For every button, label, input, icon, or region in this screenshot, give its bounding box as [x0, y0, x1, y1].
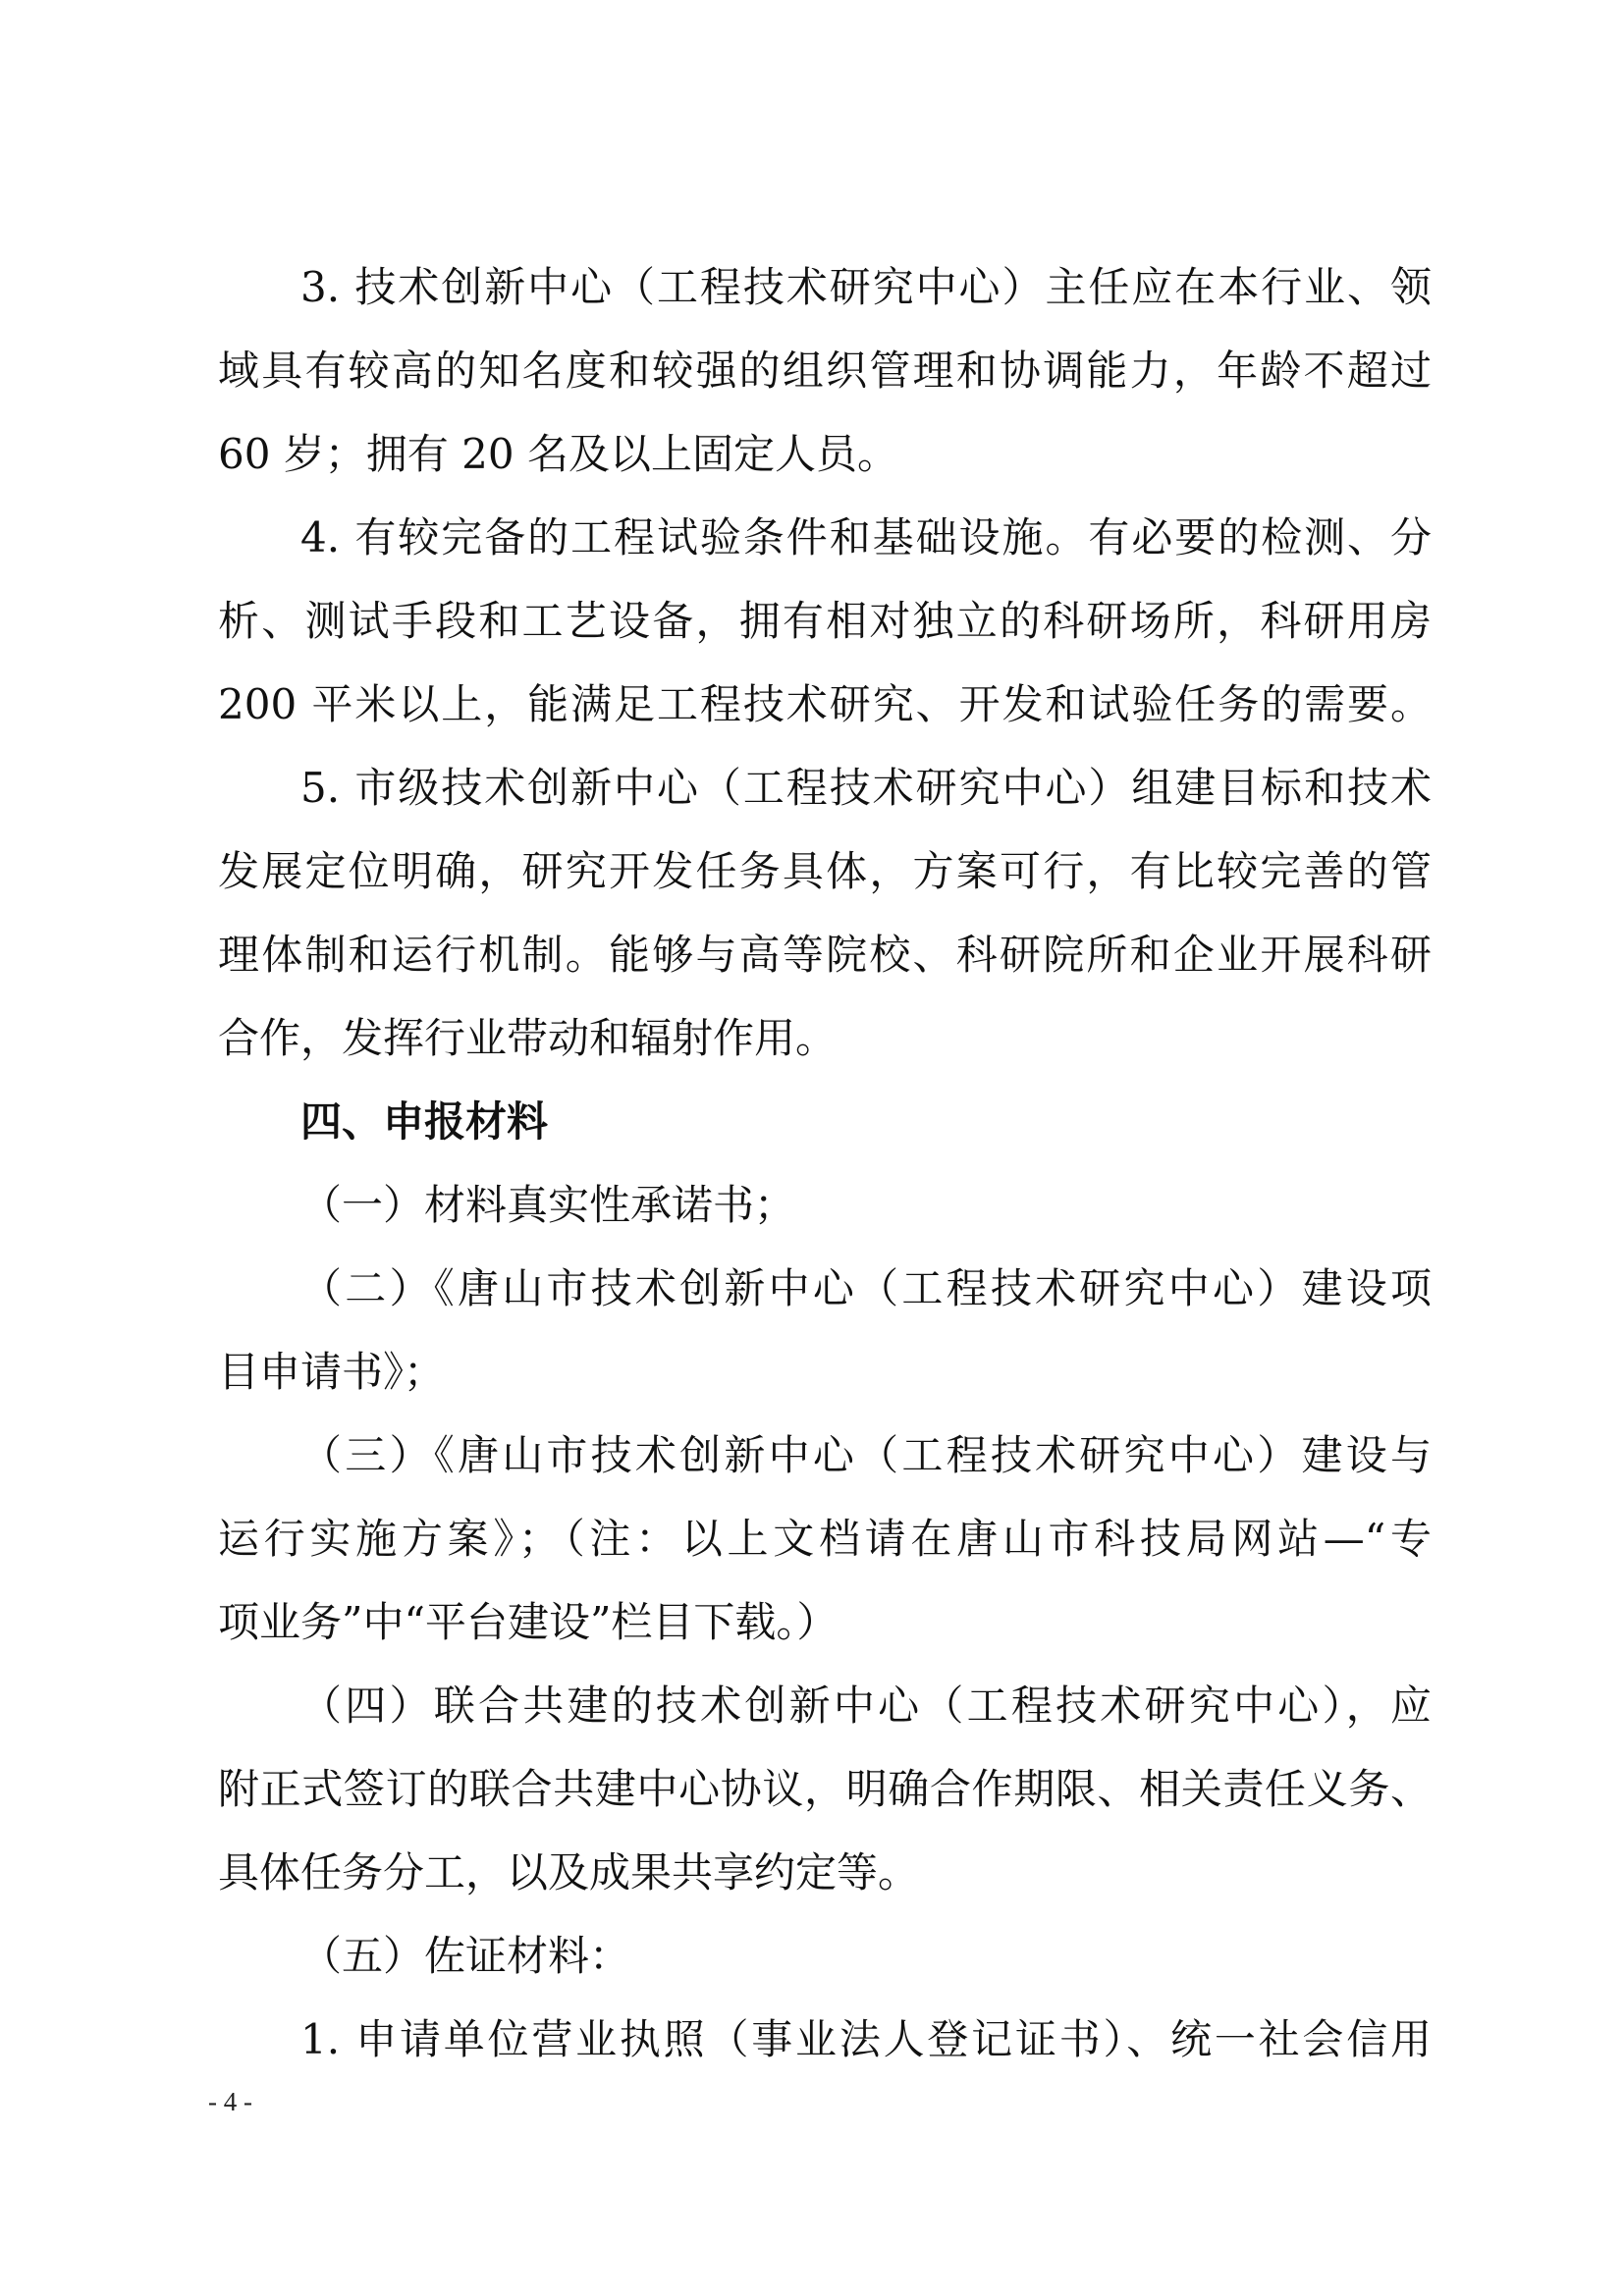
paragraph-5-line-1: 5. 市级技术创新中心（工程技术研究中心）组建目标和技术: [300, 764, 1432, 812]
item-3-line-2: 运行实施方案》；（注：以上文档请在唐山市科技局网站—“专: [218, 1515, 1432, 1563]
paragraph-3-line-2: 域具有较高的知名度和较强的组织管理和协调能力，年龄不超过: [218, 347, 1432, 395]
item-4-line-2: 附正式签订的联合共建中心协议，明确合作期限、相关责任义务、: [218, 1765, 1432, 1813]
item-2-line-2: 目申请书》；: [218, 1348, 446, 1396]
sub-item-1-line-1: 1. 申请单位营业执照（事业法人登记证书）、统一社会信用: [300, 2015, 1432, 2063]
item-3-line-1: （三）《唐山市技术创新中心（工程技术研究中心）建设与: [300, 1431, 1432, 1479]
paragraph-4-line-1: 4. 有较完备的工程试验条件和基础设施。有必要的检测、分: [300, 513, 1432, 561]
paragraph-5-line-4: 合作，发挥行业带动和辐射作用。: [218, 1014, 838, 1062]
item-4-line-1: （四）联合共建的技术创新中心（工程技术研究中心），应: [300, 1682, 1432, 1730]
page-number: - 4 -: [208, 2087, 252, 2116]
paragraph-5-line-2: 发展定位明确，研究开发任务具体，方案可行，有比较完善的管: [218, 847, 1432, 895]
item-5-line-1: （五）佐证材料：: [300, 1932, 631, 1980]
section-heading-application-materials: 四、申报材料: [300, 1097, 549, 1146]
item-1-line-1: （一）材料真实性承诺书；: [300, 1181, 796, 1229]
paragraph-4-line-2: 析、测试手段和工艺设备，拥有相对独立的科研场所，科研用房: [218, 597, 1432, 645]
item-3-line-3: 项业务”中“平台建设”栏目下载。）: [218, 1598, 839, 1646]
paragraph-3-line-1: 3. 技术创新中心（工程技术研究中心）主任应在本行业、领: [300, 263, 1432, 311]
paragraph-3-line-3: 60 岁；拥有 20 名及以上固定人员。: [218, 430, 898, 478]
item-4-line-3: 具体任务分工，以及成果共享约定等。: [218, 1848, 920, 1896]
paragraph-4-line-3: 200 平米以上，能满足工程技术研究、开发和试验任务的需要。: [218, 680, 1432, 728]
item-2-line-1: （二）《唐山市技术创新中心（工程技术研究中心）建设项: [300, 1264, 1432, 1312]
paragraph-5-line-3: 理体制和运行机制。能够与高等院校、科研院所和企业开展科研: [218, 931, 1432, 979]
